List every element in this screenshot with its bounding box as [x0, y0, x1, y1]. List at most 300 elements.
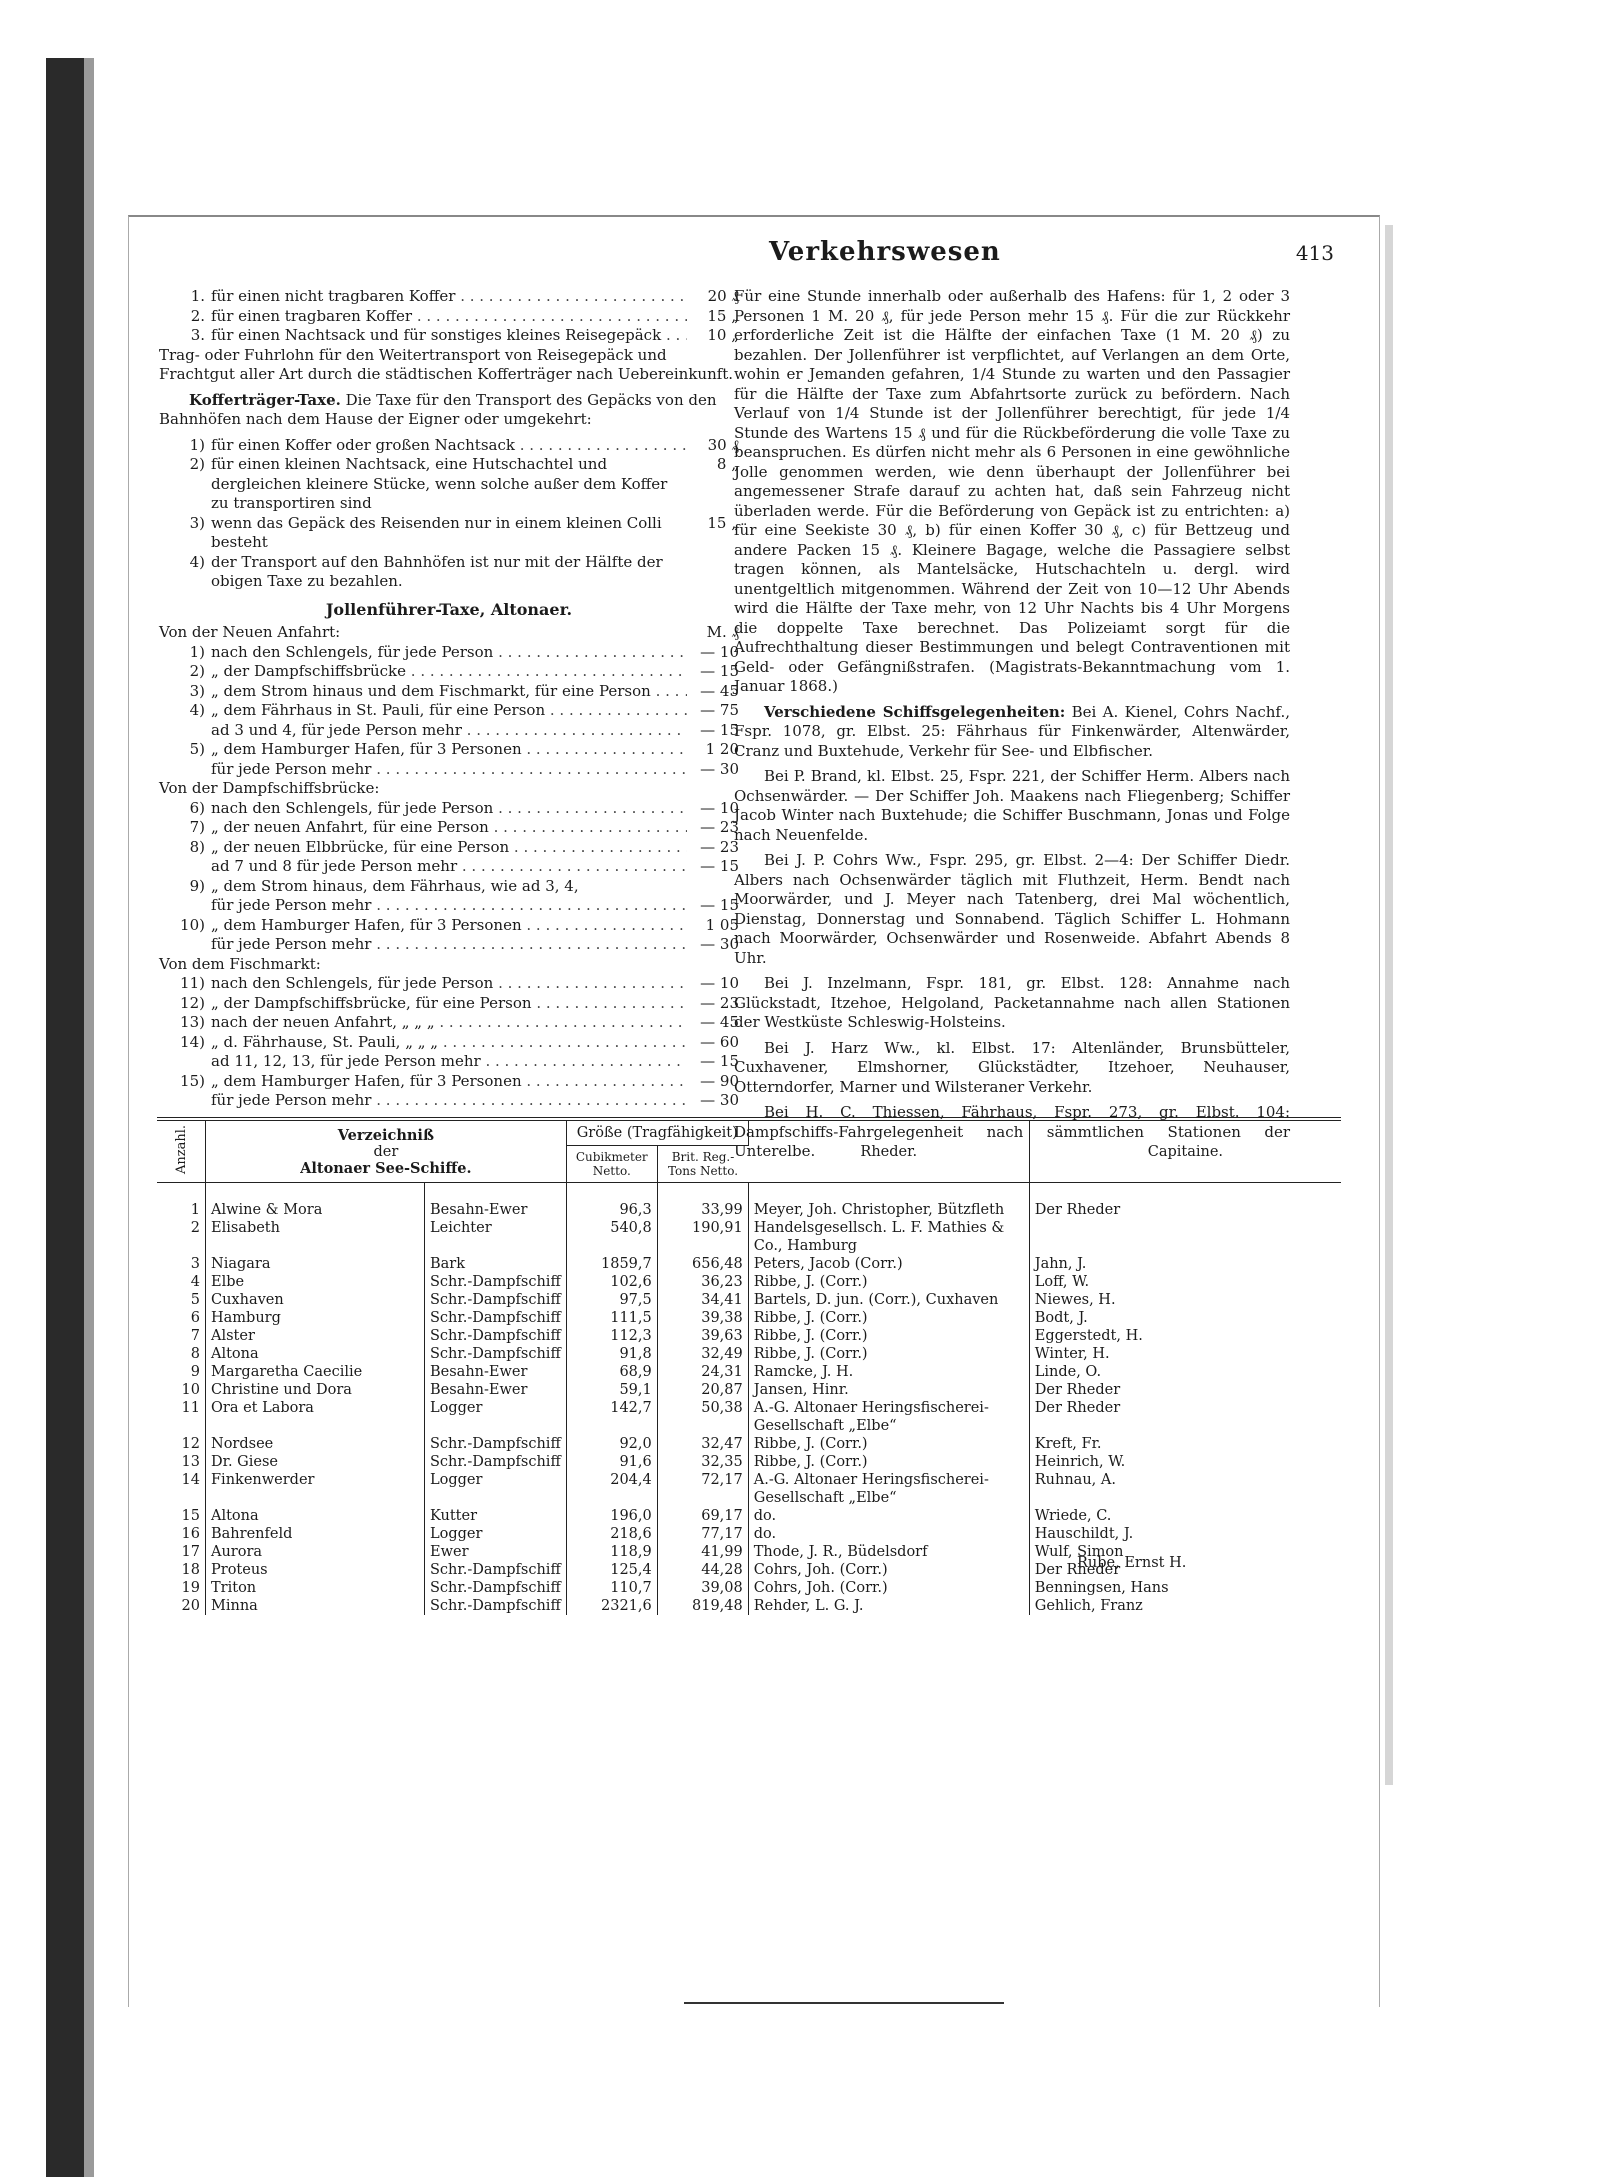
col-rheder: Rheder.	[748, 1121, 1029, 1183]
ship-owner: Meyer, Joh. Christopher, Bützfleth	[748, 1183, 1029, 1220]
tariff-number: 15)	[180, 1071, 205, 1090]
tariff-group-3	[159, 974, 739, 1111]
ship-number: 14	[157, 1471, 206, 1507]
tariff-row	[159, 1052, 739, 1072]
tariff-row	[159, 643, 739, 663]
ship-captain: Wriede, C.	[1034, 1508, 1112, 1525]
book-binding	[46, 58, 84, 2177]
ship-type: Besahn-Ewer	[425, 1363, 567, 1381]
tariff-group-1	[159, 643, 739, 780]
ship-tons: 72,17	[657, 1471, 748, 1507]
ship-captain: Bodt, J.	[1034, 1310, 1088, 1327]
ship-type: Besahn-Ewer	[425, 1183, 567, 1220]
ship-name: Altona	[206, 1507, 425, 1525]
ship-name: Margaretha Caecilie	[206, 1363, 425, 1381]
table-row	[157, 1435, 1341, 1453]
page-header	[684, 237, 1334, 277]
ship-type: Ewer	[425, 1543, 567, 1561]
tariff-text: „ dem Hamburger Hafen, für 3 Personen . . .	[211, 916, 687, 936]
tariff-text: für einen kleinen Nachtsack, eine Hutschachtel und dergleichen kleinere Stücke, wenn solche außer dem Koffer zu transportiren sind	[211, 455, 668, 512]
tariff-row	[159, 799, 739, 819]
koffertraeger-title: Kofferträger-Taxe.	[189, 390, 341, 409]
table-title-2: der	[373, 1143, 399, 1160]
tariff-amount: — 30	[700, 759, 739, 778]
ship-type: Schr.-Dampfschiff	[425, 1561, 567, 1579]
tariff-text: „ dem Hamburger Hafen, für 3 Personen . . .	[211, 1072, 687, 1092]
tariff-amount: — 15	[700, 896, 739, 914]
ship-number: 11	[157, 1399, 206, 1435]
table-row	[157, 1471, 1341, 1507]
tariff-number	[159, 760, 211, 780]
tariff-text: „ der neuen Anfahrt, für eine Person . . .	[211, 818, 687, 838]
ship-type: Schr.-Dampfschiff	[425, 1327, 567, 1345]
ship-type: Besahn-Ewer	[425, 1381, 567, 1399]
tariff-amount: — 15	[700, 857, 739, 875]
tariff-text: für jede Person mehr . . .	[211, 760, 687, 780]
ship-type: Schr.-Dampfschiff	[425, 1291, 567, 1309]
ship-number: 17	[157, 1543, 206, 1561]
tariff-number	[159, 896, 211, 916]
ship-type: Schr.-Dampfschiff	[425, 1309, 567, 1327]
ship-owner: do.	[748, 1525, 1029, 1543]
ship-cbm: 218,6	[566, 1525, 657, 1543]
tariff-number: 4)	[189, 701, 205, 719]
tariff-number: 9)	[189, 876, 205, 895]
table-row	[157, 1507, 1341, 1525]
ship-name: Hamburg	[206, 1309, 425, 1327]
ship-number: 13	[157, 1453, 206, 1471]
koffertraeger-text: Die Taxe für den Transport des Gepäcks von den Bahnhöfen nach dem Hause der Eigner oder umgekehrt:	[159, 390, 717, 428]
ship-captain: Der Rheder	[1034, 1400, 1121, 1417]
group1-title: Von der Neuen Anfahrt:	[159, 623, 341, 641]
tariff-text: „ dem Strom hinaus und dem Fischmarkt, für eine Person . . .	[211, 682, 687, 702]
tariff-row	[159, 994, 739, 1014]
ship-owner: do.	[748, 1507, 1029, 1525]
ship-type: Schr.-Dampfschiff	[425, 1597, 567, 1615]
ship-type: Logger	[425, 1525, 567, 1543]
tariff-text: für jede Person mehr . . .	[211, 1091, 687, 1111]
tariff-row	[159, 974, 739, 994]
col-cbm: Cubikmeter Netto.	[566, 1146, 657, 1183]
tariff-text: ad 7 und 8 für jede Person mehr . . .	[211, 857, 687, 877]
ship-owner: Ribbe, J. (Corr.)	[748, 1273, 1029, 1291]
ship-name: Cuxhaven	[206, 1291, 425, 1309]
tariff-text: für einen nicht tragbaren Koffer . . .	[211, 287, 687, 307]
tariff-number: 8)	[189, 837, 205, 856]
tariff-row	[159, 553, 739, 592]
ship-captain: Wulf, Simon	[1034, 1544, 1124, 1561]
right-column	[734, 287, 1290, 1168]
ship-cbm: 204,4	[566, 1471, 657, 1507]
ship-cbm: 196,0	[566, 1507, 657, 1525]
tariff-amount: — 45	[700, 681, 739, 700]
tariff-text: „ der neuen Elbbrücke, für eine Person . . .	[211, 838, 687, 858]
ship-type: Schr.-Dampfschiff	[425, 1453, 567, 1471]
tariff-row	[159, 896, 739, 916]
ship-name: Minna	[206, 1597, 425, 1615]
ship-number: 10	[157, 1381, 206, 1399]
tariff-amount: 1 20	[705, 740, 739, 758]
ship-name: Alwine & Mora	[206, 1183, 425, 1220]
ship-name: Altona	[206, 1345, 425, 1363]
tariff-text: wenn das Gepäck des Reisenden nur in einem kleinen Colli besteht	[211, 513, 662, 551]
ship-owner: Ramcke, J. H.	[748, 1363, 1029, 1381]
table-row	[157, 1309, 1341, 1327]
ship-tons: 819,48	[657, 1597, 748, 1615]
kienel-text: Bei A. Kienel, Cohrs Nachf., Fspr. 1078, gr. Elbst. 25: Fährhaus für Finkenwärder, Altenwärder, Cranz und Buxtehude, Verkehr für See- und Elbfischer.	[734, 702, 1290, 760]
ship-cbm: 97,5	[566, 1291, 657, 1309]
ship-name: Triton	[206, 1579, 425, 1597]
ship-tons: 32,47	[657, 1435, 748, 1453]
tariff-row	[159, 287, 739, 307]
ship-owner: Handelsgesellsch. L. F. Mathies & Co., Hamburg	[748, 1219, 1029, 1255]
ship-number: 6	[157, 1309, 206, 1327]
ship-captain: Benningsen, Hans	[1034, 1580, 1169, 1597]
ship-cbm: 1859,7	[566, 1255, 657, 1273]
ship-cbm: 91,8	[566, 1345, 657, 1363]
schiffsgelegenheiten-kienel	[734, 703, 1290, 762]
schiffsgelegenheiten-thiessen: Bei H. C. Thiessen, Fährhaus, Fspr. 273, gr. Elbst. 104: Dampfschiffs-Fahrgelegenheit nach sämmtlichen Stationen der Unterelbe.	[734, 1103, 1290, 1160]
tariff-text: „ dem Hamburger Hafen, für 3 Personen . . .	[211, 740, 687, 760]
tariff-number: 6)	[189, 798, 205, 817]
ship-captain: Hauschildt, J.	[1034, 1526, 1134, 1543]
tariff-number	[159, 1052, 211, 1072]
ship-cbm: 102,6	[566, 1273, 657, 1291]
ship-tons: 44,28	[657, 1561, 748, 1579]
table-row	[157, 1525, 1341, 1543]
col-anzahl: Anzahl.	[157, 1121, 206, 1183]
table-title-3: Altonaer See-Schiffe.	[300, 1159, 472, 1177]
tariff-text: für einen tragbaren Koffer . . .	[211, 307, 687, 327]
ship-owner: A.-G. Altonaer Heringsfischerei-Gesellschaft „Elbe“	[748, 1399, 1029, 1435]
ship-cbm: 92,0	[566, 1435, 657, 1453]
schiffsgelegenheiten-inzelmann: Bei J. Inzelmann, Fspr. 181, gr. Elbst. 128: Annahme nach Glückstadt, Itzehoe, Helgoland, Packetannahme nach allen Stationen der Westküste Schleswig-Holsteins.	[734, 974, 1290, 1031]
tariff-row	[159, 916, 739, 936]
tariff-row	[159, 1013, 739, 1033]
ship-name: Alster	[206, 1327, 425, 1345]
koffertraeger-price-list	[159, 436, 739, 592]
ship-owner: Thode, J. R., Büdelsdorf	[748, 1543, 1029, 1561]
ship-tons: 36,23	[657, 1273, 748, 1291]
ship-name: Bahrenfeld	[206, 1525, 425, 1543]
ship-owner: Cohrs, Joh. (Corr.)	[748, 1579, 1029, 1597]
ship-owner: Jansen, Hinr.	[748, 1381, 1029, 1399]
ship-name: Nordsee	[206, 1435, 425, 1453]
tariff-number: 2)	[189, 455, 205, 473]
tariff-number: 3)	[189, 681, 205, 700]
tariff-text: nach den Schlengels, für jede Person . . .	[211, 643, 687, 663]
tariff-amount: — 23	[700, 837, 739, 856]
ship-owner: Ribbe, J. (Corr.)	[748, 1435, 1029, 1453]
table-row	[157, 1363, 1341, 1381]
table-row	[157, 1255, 1341, 1273]
ship-number: 5	[157, 1291, 206, 1309]
ship-register	[157, 1117, 1341, 1615]
ship-number: 20	[157, 1597, 206, 1615]
ship-captain: Linde, O.	[1034, 1364, 1102, 1381]
table-row	[157, 1597, 1341, 1615]
tariff-row	[159, 877, 739, 897]
ship-cbm: 125,4	[566, 1561, 657, 1579]
col-capitaine: Capitaine.	[1029, 1121, 1341, 1183]
schiffsgelegenheiten-title: Verschiedene Schiffsgelegenheiten:	[764, 702, 1066, 721]
group2-title: Von der Dampfschiffsbrücke:	[159, 779, 380, 797]
ship-captain: Winter, H.	[1034, 1346, 1110, 1363]
table-row	[157, 1291, 1341, 1309]
ship-cbm: 68,9	[566, 1363, 657, 1381]
tariff-row	[159, 935, 739, 955]
table-row	[157, 1183, 1341, 1220]
ship-type: Kutter	[425, 1507, 567, 1525]
ship-tons: 77,17	[657, 1525, 748, 1543]
tariff-text: für jede Person mehr . . .	[211, 896, 687, 916]
tariff-number: 1)	[189, 435, 205, 454]
ship-captain: Eggerstedt, H.	[1034, 1328, 1143, 1345]
table-row	[157, 1399, 1341, 1435]
tariff-amount: 20 ₰	[707, 287, 739, 305]
group3-title: Von dem Fischmarkt:	[159, 954, 321, 973]
table-row	[157, 1219, 1341, 1255]
tariff-amount: — 10	[700, 974, 739, 992]
table-row	[157, 1327, 1341, 1345]
ship-tons: 32,35	[657, 1453, 748, 1471]
schiffsgelegenheiten-brand: Bei P. Brand, kl. Elbst. 25, Fspr. 221, der Schiffer Herm. Albers nach Ochsenwärder. — Der Schiffer Joh. Maakens nach Fliegenberg; Schiffer Jacob Winter nach Buxtehude; die Schiffer Buschmann, Jonas und Folge nach Neuenfelde.	[734, 767, 1290, 844]
jollen-conditions: Für eine Stunde innerhalb oder außerhalb des Hafens: für 1, 2 oder 3 Personen 1 M. 20 ₰, für jede Person mehr 15 ₰. Für die zur Rückkehr erforderliche Zeit ist die Hälfte der einfachen Taxe (1 M. 20 ₰) zu bezahlen. Der Jollenführer ist verpflichtet, auf Verlangen an dem Orte, wohin er Jemanden gefahren, 1/4 Stunde zu warten und den Passagier für die Hälfte der Taxe zum Abfahrtsorte zurück zu befördern. Nach Verlauf von 1/4 Stunde ist der Jollenführer berechtigt, für jede 1/4 Stunde des Wartens 15 ₰ und für die Rückbeförderung die volle Taxe zu beanspruchen. Es dürfen nicht mehr als 6 Personen in eine gewöhnliche Jolle genommen werden, wie denn überhaupt der Jollenführer bei angemessener Strafe darauf zu achten hat, daß sein Fahrzeug nicht überladen werde. Für die Beförderung von Gepäck ist zu entrichten: a) für eine Seekiste 30 ₰, b) für einen Koffer 30 ₰, c) für Bettzeug und andere Packen 15 ₰. Kleinere Bagage, welche die Passagiere selbst tragen können, als Mantelsäcke, Hutschachteln u. dergl. wird unentgeltlich mitgenommen. Während der Zeit von 10—12 Uhr Abends wird die Hälfte der Taxe mehr, von 12 Uhr Nachts bis 4 Uhr Morgens die doppelte Taxe berechnet. Das Polizeiamt sorgt für die Aufrechthaltung dieser Bestimmungen und belegt Contraventionen mit Geld- oder Gefängnißstrafen. (Magistrats-Bekanntmachung vom 1. Januar 1868.)	[734, 287, 1290, 695]
ship-name: Proteus	[206, 1561, 425, 1579]
ship-cbm: 59,1	[566, 1381, 657, 1399]
ship-type: Logger	[425, 1471, 567, 1507]
ship-owner: Peters, Jacob (Corr.)	[748, 1255, 1029, 1273]
binding-edge	[84, 58, 94, 2177]
ship-captain: Jahn, J.	[1034, 1256, 1087, 1273]
tariff-text: „ der Dampfschiffsbrücke, für eine Person . . .	[211, 994, 687, 1014]
ship-number: 9	[157, 1363, 206, 1381]
ship-cbm: 96,3	[566, 1183, 657, 1220]
tariff-amount: — 15	[700, 720, 739, 739]
ship-cbm: 91,6	[566, 1453, 657, 1471]
tariff-amount: — 75	[700, 701, 739, 719]
ship-captain: Der Rheder	[1034, 1562, 1121, 1579]
tariff-number: 10)	[180, 915, 205, 934]
tariff-amount: 8 „	[716, 455, 739, 473]
ship-type: Schr.-Dampfschiff	[425, 1435, 567, 1453]
tariff-number: 1.	[190, 287, 205, 305]
schiffsgelegenheiten-harz: Bei J. Harz Ww., kl. Elbst. 17: Altenländer, Brunsbütteler, Cuxhavener, Elmshorner, Glückstädter, Itzehoer, Neuhauser, Otterndorfer, Marner und Wilsteraner Verkehr.	[734, 1038, 1290, 1096]
tariff-row	[159, 818, 739, 838]
ship-number: 12	[157, 1435, 206, 1453]
ship-owner: Cohrs, Joh. (Corr.)	[748, 1561, 1029, 1579]
col-groesse: Größe (Tragfähigkeit)	[566, 1121, 748, 1146]
tariff-text: „ dem Strom hinaus, dem Fährhaus, wie ad 3, 4,	[211, 876, 579, 895]
ship-cbm: 111,5	[566, 1309, 657, 1327]
ship-type: Schr.-Dampfschiff	[425, 1273, 567, 1291]
tariff-amount: — 23	[700, 818, 739, 836]
tariff-row	[159, 307, 739, 327]
tariff-number: 12)	[180, 993, 205, 1012]
ship-number: 15	[157, 1507, 206, 1525]
ship-captain: Heinrich, W.	[1034, 1454, 1126, 1471]
tariff-amount: 1 05	[705, 915, 739, 934]
tariff-number: 14)	[180, 1032, 205, 1051]
tariff-number: 13)	[180, 1013, 205, 1031]
tariff-row	[159, 838, 739, 858]
ship-type: Schr.-Dampfschiff	[425, 1579, 567, 1597]
tariff-text: ad 11, 12, 13, für jede Person mehr . . .	[211, 1052, 687, 1072]
tariff-number	[159, 1091, 211, 1111]
ship-owner: A.-G. Altonaer Heringsfischerei-Gesellschaft „Elbe“	[748, 1471, 1029, 1507]
ship-tons: 33,99	[657, 1183, 748, 1220]
tariff-row	[159, 514, 739, 553]
ship-number: 8	[157, 1345, 206, 1363]
ship-cbm: 110,7	[566, 1579, 657, 1597]
ship-cbm: 118,9	[566, 1543, 657, 1561]
ship-cbm: 112,3	[566, 1327, 657, 1345]
tariff-text: der Transport auf den Bahnhöfen ist nur mit der Hälfte der obigen Taxe zu bezahlen.	[211, 552, 663, 590]
ship-tons: 190,91	[657, 1219, 748, 1255]
tariff-row	[159, 740, 739, 760]
tariff-amount: — 30	[700, 1091, 739, 1109]
table-row	[157, 1381, 1341, 1399]
ship-name: Niagara	[206, 1255, 425, 1273]
ship-tons: 24,31	[657, 1363, 748, 1381]
tariff-row	[159, 455, 739, 514]
ship-name: Ora et Labora	[206, 1399, 425, 1435]
currency-units: M. ₰	[706, 623, 739, 641]
tariff-amount: 15 „	[707, 513, 739, 532]
tariff-number: 5)	[189, 740, 205, 758]
ship-number: 2	[157, 1219, 206, 1255]
tariff-text: „ d. Fährhause, St. Pauli, „ „ „ . . .	[211, 1033, 687, 1053]
tariff-row	[159, 662, 739, 682]
ship-tons: 69,17	[657, 1507, 748, 1525]
tariff-number: 2.	[190, 306, 205, 325]
tariff-number: 1)	[189, 642, 205, 661]
ship-number: 16	[157, 1525, 206, 1543]
table-row	[157, 1579, 1341, 1597]
tariff-number: 7)	[189, 818, 205, 836]
ship-type: Leichter	[425, 1219, 567, 1255]
tariff-row	[159, 682, 739, 702]
ship-cbm: 2321,6	[566, 1597, 657, 1615]
schiffsgelegenheiten-cohrs: Bei J. P. Cohrs Ww., Fspr. 295, gr. Elbst. 2—4: Der Schiffer Diedr. Albers nach Ochsenwärder täglich mit Fluthzeit, Herm. Bendt nach Moorwärder, und J. Meyer nach Tatenberg, drei Mal wöchentlich, Dienstag, Donnerstag und Sonnabend. Täglich Schiffer L. Hohmann nach Moorwärder, Ochsenwärder und Rosenweide. Abfahrt Abends 8 Uhr.	[734, 851, 1290, 967]
ship-tons: 39,63	[657, 1327, 748, 1345]
ship-table	[157, 1121, 1341, 1615]
ship-name: Elisabeth	[206, 1219, 425, 1255]
tariff-amount: — 45	[700, 1013, 739, 1031]
tariff-row	[159, 1072, 739, 1092]
koffertraeger-paragraph	[159, 391, 739, 430]
ship-owner: Ribbe, J. (Corr.)	[748, 1345, 1029, 1363]
ship-number: 3	[157, 1255, 206, 1273]
ship-cbm: 142,7	[566, 1399, 657, 1435]
tariff-number	[159, 857, 211, 877]
tariff-amount: — 60	[700, 1032, 739, 1051]
ship-captain	[1029, 1219, 1341, 1255]
ship-tons: 20,87	[657, 1381, 748, 1399]
tariff-number	[159, 935, 211, 955]
ship-name: Christine und Dora	[206, 1381, 425, 1399]
ship-captain: Gehlich, Franz	[1034, 1598, 1143, 1615]
tariff-text: für jede Person mehr . . .	[211, 935, 687, 955]
book-page	[128, 215, 1380, 2007]
tariff-text: nach den Schlengels, für jede Person . . .	[211, 799, 687, 819]
ship-owner: Ribbe, J. (Corr.)	[748, 1453, 1029, 1471]
koffer-price-list	[159, 287, 739, 346]
page-edge-shadow	[1385, 225, 1393, 1785]
tariff-number: 2)	[189, 662, 205, 680]
tariff-text: nach der neuen Anfahrt, „ „ „ . . .	[211, 1013, 687, 1033]
ship-owner: Rehder, L. G. J.	[748, 1597, 1029, 1615]
table-title-1: Verzeichniß	[337, 1126, 434, 1144]
tariff-text: ad 3 und 4, für jede Person mehr . . .	[211, 721, 687, 741]
tariff-text: für einen Koffer oder großen Nachtsack . . .	[211, 436, 687, 456]
ship-captain: Niewes, H.	[1034, 1292, 1116, 1309]
ship-name: Dr. Giese	[206, 1453, 425, 1471]
tariff-number: 11)	[180, 974, 205, 992]
tariff-amount: 10 „	[707, 326, 739, 344]
ship-tons: 34,41	[657, 1291, 748, 1309]
jollen-title: Jollenführer-Taxe, Altonaer.	[325, 599, 573, 619]
tariff-amount: — 90	[700, 1071, 739, 1090]
ship-type: Schr.-Dampfschiff	[425, 1345, 567, 1363]
tariff-amount	[687, 553, 739, 592]
tariff-group-2	[159, 799, 739, 955]
tariff-row	[159, 857, 739, 877]
tariff-amount: — 15	[700, 1052, 739, 1070]
table-row	[157, 1453, 1341, 1471]
ship-owner: Bartels, D. jun. (Corr.), Cuxhaven	[748, 1291, 1029, 1309]
ship-name: Elbe	[206, 1273, 425, 1291]
tariff-row	[159, 1091, 739, 1111]
ship-number: 19	[157, 1579, 206, 1597]
col-tons: Brit. Reg.-Tons Netto.	[657, 1146, 748, 1183]
tariff-text: „ dem Fährhaus in St. Pauli, für eine Person . . .	[211, 701, 687, 721]
ship-tons: 41,99	[657, 1543, 748, 1561]
ship-name: Aurora	[206, 1543, 425, 1561]
tariff-row	[159, 721, 739, 741]
ship-captain: Kreft, Fr.	[1034, 1436, 1102, 1453]
tariff-amount: — 23	[700, 993, 739, 1012]
tariff-text: nach den Schlengels, für jede Person . . .	[211, 974, 687, 994]
ship-tons: 32,49	[657, 1345, 748, 1363]
ship-tons: 39,38	[657, 1309, 748, 1327]
ship-owner: Ribbe, J. (Corr.)	[748, 1327, 1029, 1345]
tariff-amount: — 10	[700, 642, 739, 661]
page-title: Verkehrswesen	[769, 237, 1001, 267]
ship-number: 4	[157, 1273, 206, 1291]
tariff-row	[159, 1033, 739, 1053]
tariff-text: für einen Nachtsack und für sonstiges kleines Reisegepäck . . .	[211, 326, 687, 346]
extra-captain: Rube, Ernst H.	[1077, 1555, 1187, 1571]
group-header	[159, 623, 739, 643]
tariff-number: 3.	[190, 326, 205, 344]
ship-cbm: 540,8	[566, 1219, 657, 1255]
tariff-amount: — 10	[700, 798, 739, 817]
tariff-row	[159, 326, 739, 346]
tariff-number	[159, 721, 211, 741]
ship-type: Bark	[425, 1255, 567, 1273]
tariff-text: „ der Dampfschiffsbrücke . . .	[211, 662, 687, 682]
tariff-amount: 15 „	[707, 306, 739, 325]
tariff-amount: — 15	[700, 662, 739, 680]
trag-note: Trag- oder Fuhrlohn für den Weitertransport von Reisegepäck und Frachtgut aller Art durch die städtischen Kofferträger nach Uebereinkunft.	[159, 345, 734, 383]
left-column	[159, 287, 739, 1111]
tariff-row	[159, 701, 739, 721]
ship-captain: Der Rheder	[1034, 1202, 1121, 1219]
tariff-number: 4)	[189, 552, 205, 571]
tariff-amount: 30 ₰	[707, 435, 739, 454]
ship-captain: Ruhnau, A.	[1034, 1472, 1116, 1489]
